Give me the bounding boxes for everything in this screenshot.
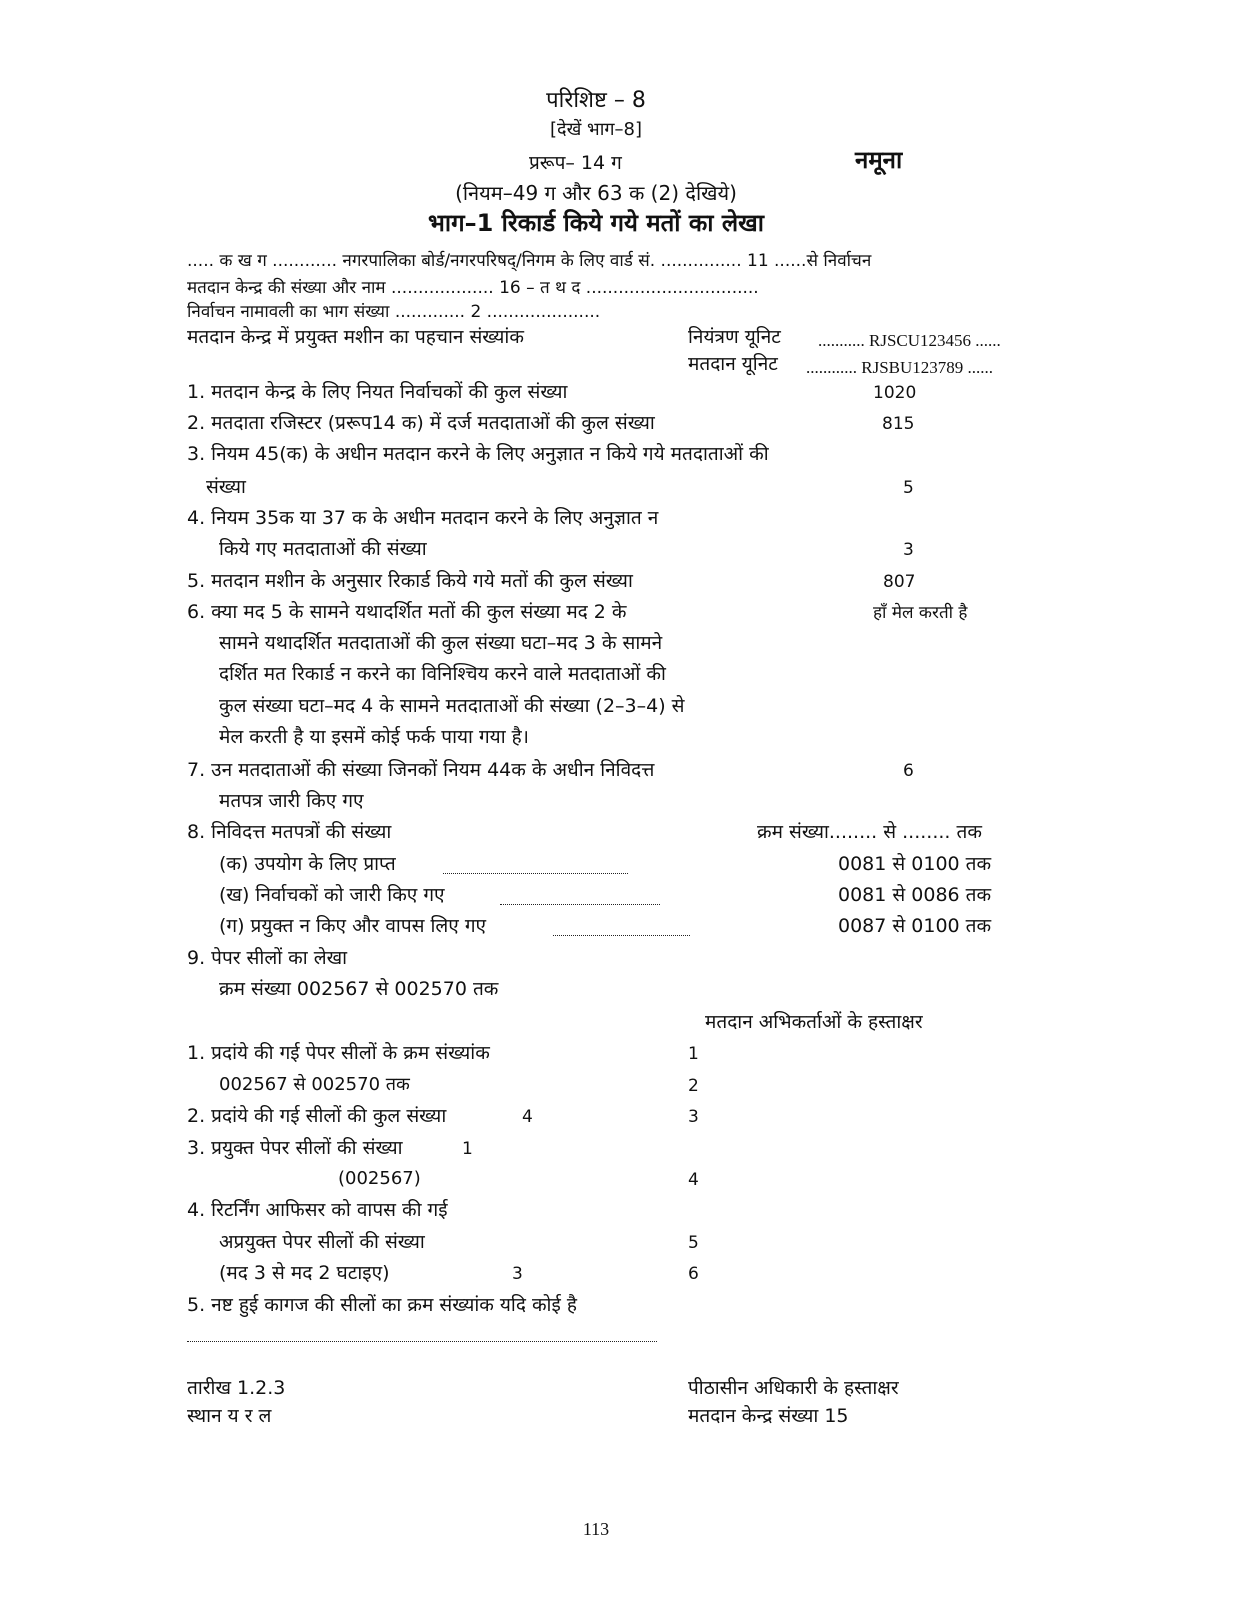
place-field: स्थान य र ल: [187, 1405, 272, 1427]
item-4-text-line1: 4. नियम 35क या 37 क के अधीन मतदान करने के लिए अनुज्ञात न: [187, 507, 659, 529]
item-1-value: 1020: [873, 383, 917, 403]
seal-4-text-line1: 4. रिटर्निंग आफिसर को वापस की गई: [187, 1199, 448, 1221]
rule-reference: (नियम–49 ग और 63 क (2) देखिये): [455, 181, 737, 205]
item-5-text: 5. मतदान मशीन के अनुसार रिकार्ड किये गये मतों की कुल संख्या: [187, 570, 633, 592]
item-4-text-line2: किये गए मतदाताओं की संख्या: [219, 538, 427, 560]
item-2-value: 815: [882, 414, 915, 434]
item-8c-dotted-leader: [553, 935, 690, 936]
item-3-text-line1: 3. नियम 45(क) के अधीन मतदान करने के लिए अनुज्ञात न किये गये मतदाताओं की: [187, 443, 769, 465]
seal-4-text-line3: (मद 3 से मद 2 घटाइए): [219, 1262, 390, 1284]
item-2-text: 2. मतदाता रजिस्टर (प्ररूप14 क) में दर्ज मतदाताओं की कुल संख्या: [187, 412, 655, 434]
seal-4-value: 3: [512, 1264, 523, 1284]
roll-part-line: निर्वाचन नामावली का भाग संख्या ............. 2 .....................: [187, 302, 601, 322]
ballot-unit-label: मतदान यूनिट: [688, 353, 778, 375]
control-unit-value: ........... RJSCU123456 ......: [818, 331, 1001, 350]
page-title: भाग–1 रिकार्ड किये गये मतों का लेखा: [428, 209, 764, 237]
seal-3-text: 3. प्रयुक्त पेपर सीलों की संख्या: [187, 1137, 403, 1159]
ballot-unit-value: ............ RJSBU123789 ......: [806, 358, 994, 377]
agent-number-1: 1: [688, 1044, 699, 1064]
agent-number-6: 6: [688, 1264, 699, 1284]
item-8b-value: 0081 से 0086 तक: [838, 884, 992, 906]
item-8a-value: 0081 से 0100 तक: [838, 853, 992, 875]
seal-2-value: 4: [522, 1107, 533, 1127]
item-8b-dotted-leader: [500, 904, 660, 905]
item-4-value: 3: [903, 540, 914, 560]
item-7-text-line2: मतपत्र जारी किए गए: [219, 790, 364, 812]
agent-number-5: 5: [688, 1233, 699, 1253]
item-8a-dotted-leader: [443, 873, 628, 874]
item-6-value: हाँ मेल करती है: [873, 603, 968, 623]
item-3-value: 5: [903, 478, 914, 498]
page-number: 113: [582, 1519, 610, 1539]
control-unit-label: नियंत्रण यूनिट: [688, 326, 781, 348]
seal-5-text: 5. नष्ट हुई कागज की सीलों का क्रम संख्यांक यदि कोई है: [187, 1294, 577, 1316]
seal-3-value: 1: [462, 1139, 473, 1159]
item-8c-value: 0087 से 0100 तक: [838, 915, 992, 937]
machine-id-label: मतदान केन्द्र में प्रयुक्त मशीन का पहचान संख्यांक: [187, 326, 524, 348]
item-6-text-line4: कुल संख्या घटा–मद 4 के सामने मतदाताओं की संख्या (2–3–4) से: [219, 695, 685, 717]
agents-signature-heading: मतदान अभिकर्ताओं के हस्ताक्षर: [705, 1011, 923, 1033]
presiding-officer-signature-label: पीठासीन अधिकारी के हस्ताक्षर: [688, 1377, 899, 1399]
item-6-text-line3: दर्शित मत रिकार्ड न करने का विनिश्चिय करने वाले मतदाताओं की: [219, 663, 666, 685]
item-8a-text: (क) उपयोग के लिए प्राप्त: [219, 853, 396, 875]
polling-station-number: मतदान केन्द्र संख्या 15: [688, 1405, 849, 1427]
item-8c-text: (ग) प्रयुक्त न किए और वापस लिए गए: [219, 915, 487, 937]
item-3-text-line2: संख्या: [206, 476, 246, 498]
item-7-value: 6: [903, 761, 914, 781]
item-6-text-line1: 6. क्या मद 5 के सामने यथादर्शित मतों की कुल संख्या मद 2 के: [187, 601, 627, 623]
seal-4-text-line2: अप्रयुक्त पेपर सीलों की संख्या: [219, 1231, 425, 1253]
agent-number-2: 2: [688, 1076, 699, 1096]
item-6-text-line2: सामने यथादर्शित मतदाताओं की कुल संख्या घटा–मद 3 के सामने: [219, 632, 663, 654]
item-1-text: 1. मतदान केन्द्र के लिए नियत निर्वाचकों की कुल संख्या: [187, 381, 568, 403]
agent-number-3: 3: [688, 1107, 699, 1127]
polling-station-line: मतदान केन्द्र की संख्या और नाम ................... 16 – त थ द ................................: [187, 278, 759, 298]
item-8b-text: (ख) निर्वाचकों को जारी किए गए: [219, 884, 445, 906]
seal-1-value: 002567 से 002570 तक: [219, 1074, 410, 1095]
seal-5-dotted-line: [187, 1341, 657, 1342]
item-8-text: 8. निविदत्त मतपत्रों की संख्या: [187, 821, 392, 843]
item-9-text: 9. पेपर सीलों का लेखा: [187, 947, 348, 969]
see-part-note: [देखें भाग–8]: [550, 119, 642, 140]
ward-line: ..... क ख ग ............ नगरपालिका बोर्ड/नगरपरिषद्/निगम के लिए वार्ड सं. ............... 11 ......से निर्वाचन: [187, 251, 872, 271]
seal-3-serial: (002567): [338, 1168, 421, 1189]
item-6-text-line5: मेल करती है या इसमें कोई फर्क पाया गया है।: [219, 726, 529, 748]
seal-2-text: 2. प्रदांये की गई सीलों की कुल संख्या: [187, 1105, 447, 1127]
item-5-value: 807: [883, 572, 916, 592]
item-7-text-line1: 7. उन मतदाताओं की संख्या जिनकों नियम 44क के अधीन निविदत्त: [187, 759, 655, 781]
appendix-heading: परिशिष्ट – 8: [546, 88, 646, 113]
date-field: तारीख 1.2.3: [187, 1377, 286, 1399]
form-number: प्ररूप– 14 ग: [529, 152, 622, 174]
sample-stamp: नमूना: [855, 146, 903, 174]
seal-1-text: 1. प्रदांये की गई पेपर सीलों के क्रम संख्यांक: [187, 1042, 490, 1064]
agent-number-4: 4: [688, 1170, 699, 1190]
item-9-serial: क्रम संख्या 002567 से 002570 तक: [219, 978, 499, 1000]
item-8-serial-header: क्रम संख्या........ से ........ तक: [757, 821, 982, 843]
